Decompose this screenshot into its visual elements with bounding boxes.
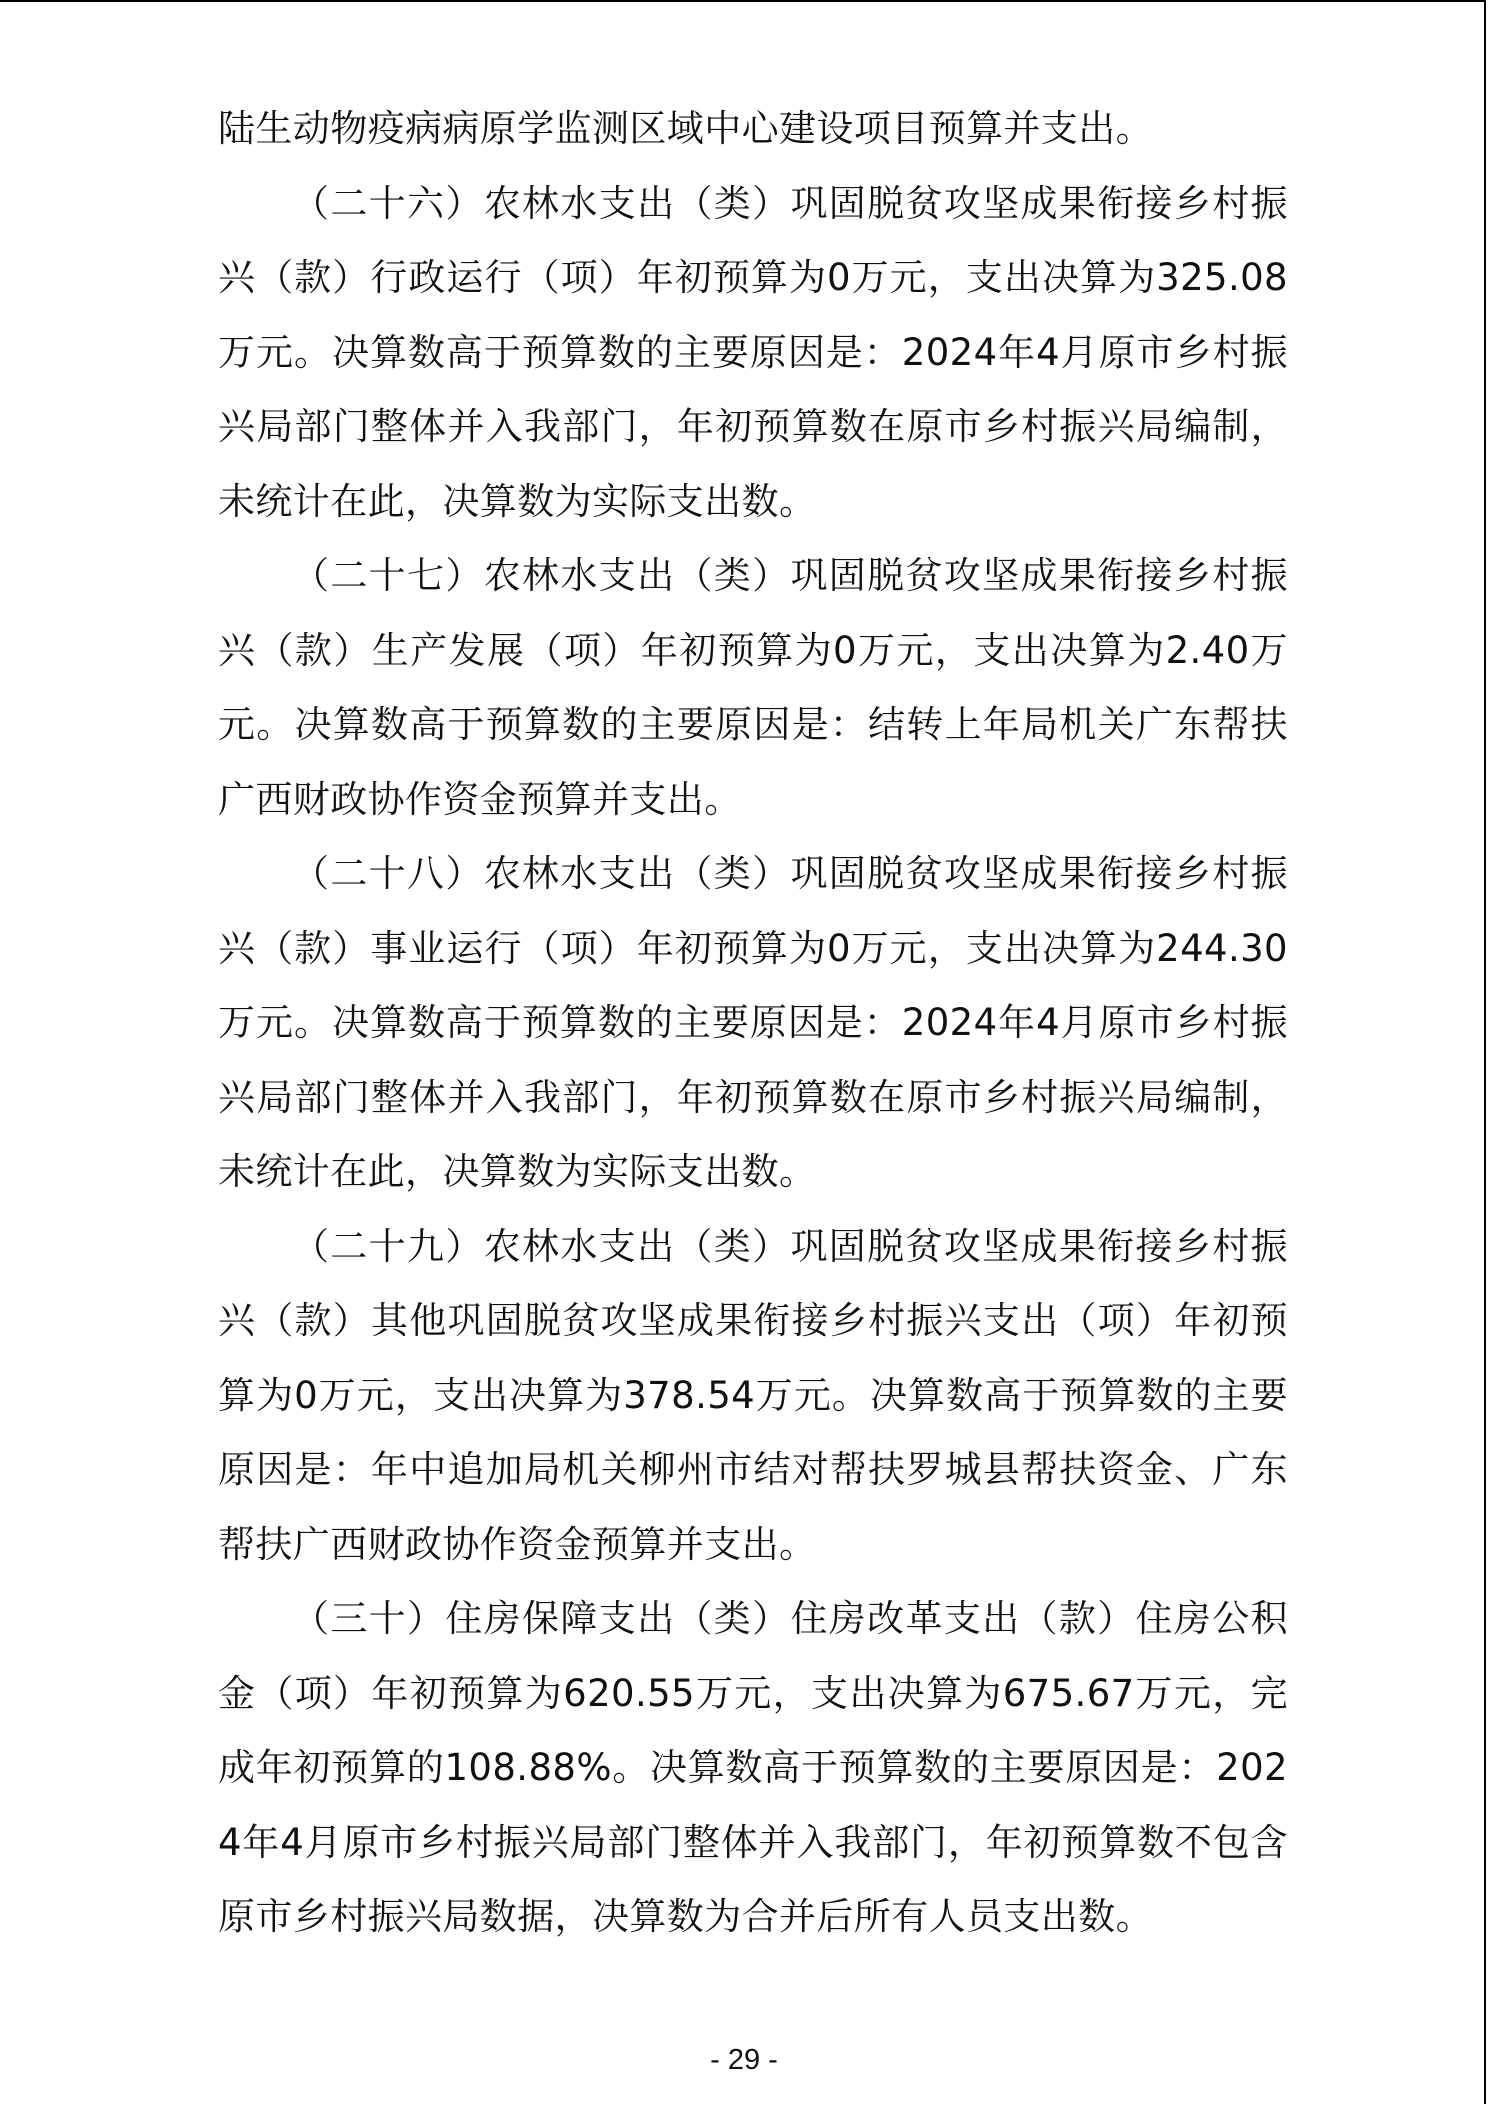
document-body xyxy=(218,92,1288,1955)
paragraph-item-29: （二十九）农林水支出（类）巩固脱贫攻坚成果衔接乡村振兴（款）其他巩固脱贫攻坚成果衔接乡村振兴支出（项）年初预算为0万元，支出决算为378.54万元。决算数高于预算数的主要原因是：年中追加局机关柳州市结对帮扶罗城县帮扶资金、广东帮扶广西财政协作资金预算并支出。 xyxy=(218,1224,1288,1566)
paragraph-item-26: （二十六）农林水支出（类）巩固脱贫攻坚成果衔接乡村振兴（款）行政运行（项）年初预算为0万元，支出决算为325.08万元。决算数高于预算数的主要原因是：2024年4月原市乡村振兴局部门整体并入我部门，年初预算数在原市乡村振兴局编制，未统计在此，决算数为实际支出数。 xyxy=(218,181,1288,523)
paragraph-continuation: 陆生动物疫病病原学监测区域中心建设项目预算并支出。 xyxy=(218,107,1153,150)
paragraph-item-30: （三十）住房保障支出（类）住房改革支出（款）住房公积金（项）年初预算为620.55万元，支出决算为675.67万元，完成年初预算的108.88%。决算数高于预算数的主要原因是：2024年4月原市乡村振兴局部门整体并入我部门，年初预算数不包含原市乡村振兴局数据，决算数为合并后所有人员支出数。 xyxy=(218,1597,1288,1938)
page-number: - 29 - xyxy=(710,2044,778,2076)
paragraph-item-28: （二十八）农林水支出（类）巩固脱贫攻坚成果衔接乡村振兴（款）事业运行（项）年初预算为0万元，支出决算为244.30万元。决算数高于预算数的主要原因是：2024年4月原市乡村振兴局部门整体并入我部门，年初预算数在原市乡村振兴局编制，未统计在此，决算数为实际支出数。 xyxy=(218,852,1288,1193)
paragraph-item-27: （二十七）农林水支出（类）巩固脱贫攻坚成果衔接乡村振兴（款）生产发展（项）年初预算为0万元，支出决算为2.40万元。决算数高于预算数的主要原因是：结转上年局机关广东帮扶广西财政协作资金预算并支出。 xyxy=(218,554,1288,821)
